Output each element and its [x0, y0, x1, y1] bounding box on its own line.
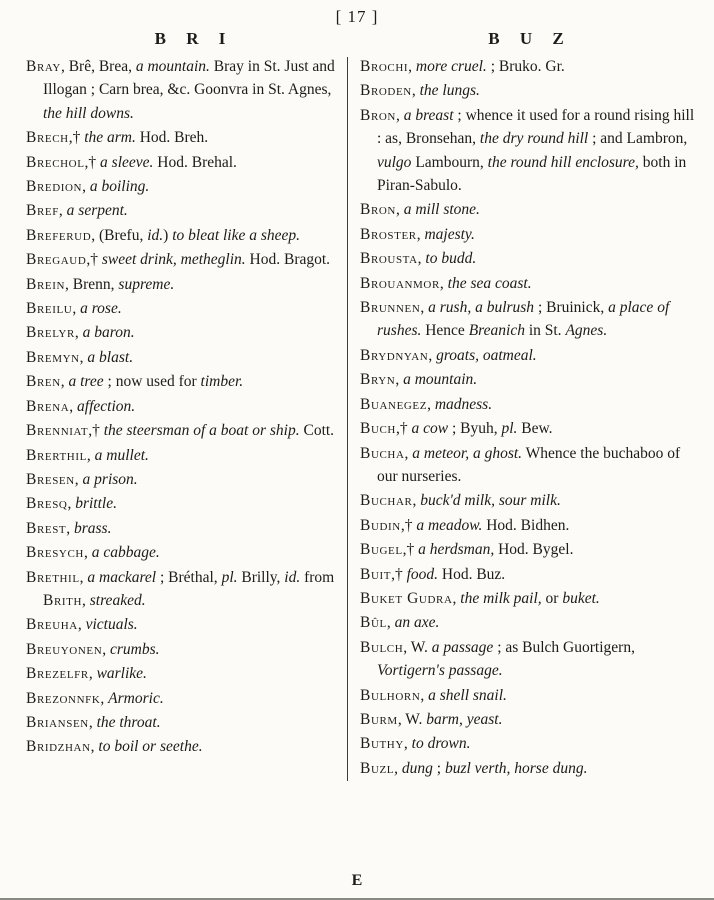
entry-text: Hod. Brehal. — [153, 153, 237, 171]
entry-text: victuals. — [85, 616, 138, 634]
dictionary-entry — [26, 126, 338, 149]
dictionary-entry — [360, 757, 698, 780]
entry-text: a passage — [431, 638, 494, 656]
entry-text: streaked. — [89, 591, 146, 609]
entry-text: affection. — [77, 397, 136, 415]
entry-text: id. — [147, 226, 164, 244]
entry-text: to boil or seethe. — [98, 738, 203, 756]
headword: Breilu — [26, 300, 73, 318]
entry-text: , — [386, 614, 395, 632]
entry-text: Bew. — [517, 420, 553, 438]
headword: Bref — [26, 202, 59, 220]
dictionary-entry — [26, 662, 338, 685]
entry-text: , — [416, 225, 425, 243]
entry-text: Agnes. — [565, 322, 608, 340]
entry-text: , — [74, 324, 83, 342]
headword: Bryn — [360, 371, 396, 389]
headword: Buanegez — [360, 395, 428, 413]
entry-text: , — [90, 738, 99, 756]
headword: Bresen — [26, 470, 75, 488]
entry-text: supreme. — [118, 275, 175, 293]
page-number: [ 17 ] — [335, 7, 379, 26]
entry-text: , — [82, 178, 90, 196]
dictionary-entry — [26, 321, 338, 344]
entry-text: buck'd milk, sour milk. — [420, 492, 561, 510]
entry-text: both in Piran-Sabulo. — [377, 153, 687, 195]
dictionary-entry — [26, 517, 338, 540]
column-header-left: B R I — [154, 29, 234, 48]
dictionary-entry — [360, 587, 698, 610]
entry-text: the milk pail, — [460, 589, 542, 607]
entry-text: ,† — [391, 565, 407, 583]
entry-text: , — [79, 348, 88, 366]
entry-text: , — [67, 495, 76, 513]
headword: Buket Gudra — [360, 589, 453, 607]
headword: Brelyr — [26, 324, 75, 342]
entry-text: to drown. — [411, 735, 471, 753]
entry-text: , — [77, 616, 86, 634]
headword: Brezonnfk — [26, 689, 101, 707]
headword: Bredion — [26, 178, 83, 196]
entry-text: , — [439, 274, 448, 292]
entry-text: a shell snail. — [428, 686, 507, 704]
entry-text: ; Byuh, — [448, 420, 502, 438]
entry-text: a sleeve. — [100, 153, 154, 171]
headword: Brethil — [26, 568, 80, 586]
entry-text: , — [58, 202, 67, 220]
entry-text: , — [72, 300, 81, 318]
headword: Brechol — [26, 153, 85, 171]
dictionary-entry — [360, 684, 698, 707]
headword: Brousta — [360, 250, 418, 268]
entry-text: the throat. — [96, 713, 161, 731]
entry-text: a tree — [68, 373, 104, 391]
headword: Brerthil — [26, 446, 87, 464]
headword: Burm — [360, 710, 398, 728]
entry-text: a mackarel — [87, 568, 157, 586]
entry-text: , — [66, 519, 74, 537]
column-header-right: B U Z — [488, 29, 572, 48]
headword: Brunnen — [360, 299, 421, 317]
entry-text: , — [452, 589, 461, 607]
headword: Brenniat — [26, 422, 89, 440]
dictionary-entry — [26, 370, 338, 393]
entry-text: , — [395, 371, 404, 389]
entry-text: , — [69, 397, 78, 415]
entry-text: horse dung. — [514, 759, 588, 777]
entry-text: , — [79, 568, 88, 586]
dictionary-entry — [360, 79, 698, 102]
dictionary-entry — [360, 538, 698, 561]
dictionary-column-right — [360, 55, 698, 781]
entry-text: sweet drink, metheglin. — [101, 251, 246, 269]
dictionary-entry — [26, 735, 338, 758]
entry-text: , — [394, 759, 402, 777]
entry-text: the arm. — [84, 129, 136, 147]
headword: Broster — [360, 225, 417, 243]
dictionary-page-body — [0, 53, 714, 781]
entry-text: Armoric. — [108, 689, 164, 707]
entry-text: , — [427, 395, 435, 413]
entry-text: a cow — [411, 420, 449, 438]
entry-text: , — [88, 665, 97, 683]
entry-text: a breast — [403, 106, 454, 124]
entry-text: ,† — [86, 251, 102, 269]
entry-text: , — [420, 299, 429, 317]
entry-text: vulgo — [377, 153, 412, 171]
entry-text: the dry round hill — [479, 130, 589, 148]
entry-text: Vortigern's passage. — [377, 662, 503, 680]
dictionary-entry — [26, 224, 338, 247]
dictionary-entry — [360, 55, 698, 78]
entry-text: , — [403, 735, 412, 753]
entry-text: pl. — [501, 420, 518, 438]
entry-text: , — [86, 446, 95, 464]
dictionary-entry — [360, 417, 698, 440]
dictionary-entry — [26, 273, 338, 296]
entry-text: from — [300, 568, 335, 586]
dictionary-entry — [26, 346, 338, 369]
headword: Brouanmor — [360, 274, 440, 292]
entry-text: Cott. — [299, 422, 335, 440]
entry-text: crumbs. — [109, 640, 160, 658]
dictionary-entry — [26, 419, 338, 442]
dictionary-entry — [360, 272, 698, 295]
entry-text: a mill stone. — [403, 201, 480, 219]
entry-text: timber. — [200, 373, 244, 391]
entry-text: dung — [401, 759, 433, 777]
entry-text: a blast. — [87, 348, 134, 366]
headword: Briansen — [26, 713, 89, 731]
entry-text: ,† — [68, 129, 85, 147]
dictionary-entry — [360, 368, 698, 391]
headword: Brydnyan — [360, 346, 429, 364]
entry-text: a herdsman, — [418, 541, 495, 559]
entry-text: buket. — [562, 589, 600, 607]
entry-text: , — [74, 470, 83, 488]
entry-text: , — [395, 106, 404, 124]
entry-text: , — [408, 58, 416, 75]
dictionary-entry — [26, 199, 338, 222]
entry-text: a meadow. — [416, 516, 483, 534]
column-divider-rule — [347, 57, 348, 781]
headword: Breferud — [26, 226, 92, 244]
entry-text: ; Bréthal, — [156, 568, 222, 586]
entry-text: id. — [284, 568, 301, 586]
headword: Buthy — [360, 735, 404, 753]
headword: Bulch — [360, 638, 404, 656]
entry-text: ; Bruko. Gr. — [486, 58, 565, 75]
dictionary-entry — [360, 393, 698, 416]
dictionary-entry — [26, 468, 338, 491]
entry-text: Breanich — [468, 322, 525, 340]
headword: Bregaud — [26, 251, 87, 269]
entry-text: , — [412, 492, 421, 510]
headword: Brith — [43, 591, 83, 609]
entry-text: barm, yeast. — [426, 710, 503, 728]
entry-text: Hod. Buz. — [438, 565, 506, 583]
entry-text: ; — [432, 759, 445, 777]
entry-text: to budd. — [425, 250, 477, 268]
entry-text: the round hill enclosure, — [487, 153, 639, 171]
entry-text: ,† — [400, 516, 417, 534]
entry-text: ) — [163, 226, 173, 244]
headword: Brech — [26, 129, 69, 147]
headword: Broden — [360, 82, 412, 100]
entry-text: Brilly, — [237, 568, 285, 586]
headword: Brochi — [360, 58, 409, 75]
entry-text: a rose. — [80, 300, 122, 318]
dictionary-entry — [360, 104, 698, 198]
entry-text: food. — [406, 565, 439, 583]
entry-text: ; and Lambron, — [588, 130, 688, 148]
headword: Budin — [360, 516, 401, 534]
dictionary-entry — [26, 566, 338, 613]
dictionary-entry — [360, 489, 698, 512]
entry-text: , W. — [403, 638, 432, 656]
entry-text: ; now used for — [103, 373, 201, 391]
entry-text: ,† — [402, 541, 419, 559]
entry-text: , — [60, 373, 69, 391]
entry-text: the hill downs. — [43, 104, 134, 122]
entry-text: ; as Bulch Guortigern, — [493, 638, 635, 656]
entry-text: ; Bruinick, — [534, 299, 609, 317]
dictionary-column-left — [26, 55, 338, 781]
headword: Bridzhan — [26, 738, 91, 756]
headword: Bûl — [360, 614, 387, 632]
dictionary-entry — [360, 344, 698, 367]
entry-text: or — [541, 589, 563, 607]
entry-text: to bleat like a sheep. — [172, 226, 301, 244]
headword: Brena — [26, 397, 70, 415]
running-heads — [0, 27, 714, 53]
entry-text: madness. — [434, 395, 493, 413]
entry-text: Bray in St. Just and Illogan ; Carn brea, &c. Goonvra in St. Agnes, — [43, 58, 335, 99]
entry-text: brass. — [73, 519, 112, 537]
dictionary-entry — [360, 732, 698, 755]
dictionary-entry — [360, 198, 698, 221]
entry-text: a boiling. — [89, 178, 150, 196]
entry-text: , W. — [397, 710, 427, 728]
entry-text: more cruel. — [415, 58, 487, 75]
headword: Brezelfr — [26, 665, 89, 683]
dictionary-entry — [26, 687, 338, 710]
dictionary-entry — [360, 708, 698, 731]
entry-text: a serpent. — [66, 202, 128, 220]
entry-text: , — [88, 713, 97, 731]
entry-text: an axe. — [394, 614, 440, 632]
entry-text: , — [411, 82, 420, 100]
entry-text: the steersman of a boat or ship. — [103, 422, 300, 440]
dictionary-entry — [26, 55, 338, 125]
entry-text: brittle. — [75, 495, 117, 513]
headword: Bremyn — [26, 348, 80, 366]
entry-text: , — [83, 544, 92, 562]
entry-text: the lungs. — [419, 82, 480, 100]
entry-text: Hod. Bidhen. — [482, 516, 570, 534]
entry-text: Lambourn, — [411, 153, 488, 171]
entry-text: ,† — [395, 420, 412, 438]
headword: Buch — [360, 420, 396, 438]
entry-text: pl. — [221, 568, 238, 586]
headword: Bulhorn — [360, 686, 421, 704]
entry-text: , — [102, 640, 110, 658]
entry-text: in St. — [524, 322, 566, 340]
entry-text: ; whence it used for a round rising hill : as, Bronsehan, — [377, 106, 695, 148]
dictionary-entry — [26, 638, 338, 661]
entry-text: majesty. — [424, 225, 475, 243]
entry-text: , — [100, 689, 109, 707]
entry-text: , — [417, 250, 426, 268]
entry-text: , — [82, 591, 90, 609]
dictionary-entry — [360, 442, 698, 489]
entry-text: , — [404, 444, 413, 462]
entry-text: Whence the buchaboo of our nurseries. — [377, 444, 681, 485]
entry-text: , — [428, 346, 437, 364]
entry-text: Hod. Bragot. — [245, 251, 331, 269]
headword: Buit — [360, 565, 392, 583]
entry-text: a rush, a bulrush — [428, 299, 535, 317]
dictionary-entry — [360, 514, 698, 537]
dictionary-entry — [360, 563, 698, 586]
dictionary-entry — [26, 711, 338, 734]
entry-text: a prison. — [82, 470, 138, 488]
dictionary-entry — [360, 223, 698, 246]
headword: Bresych — [26, 544, 84, 562]
entry-text: Hod. Breh. — [135, 129, 209, 147]
entry-text: ,† — [84, 153, 101, 171]
dictionary-entry — [26, 151, 338, 174]
dictionary-entry — [26, 492, 338, 515]
dictionary-entry — [360, 296, 698, 343]
entry-text: , Brê, Brea, — [60, 58, 136, 75]
entry-text: buzl verth, — [444, 759, 511, 777]
headword: Buchar — [360, 492, 413, 510]
entry-text: Hence — [421, 322, 469, 340]
dictionary-entry — [26, 444, 338, 467]
dictionary-entry — [26, 395, 338, 418]
signature-mark: E — [351, 872, 363, 889]
entry-text: the sea coast. — [447, 274, 532, 292]
dictionary-entry — [26, 613, 338, 636]
dictionary-entry — [360, 611, 698, 634]
entry-text: ,† — [88, 422, 104, 440]
entry-text: , (Brefu, — [91, 226, 148, 244]
headword: Brest — [26, 519, 67, 537]
headword: Bresq — [26, 495, 68, 513]
entry-text: , — [420, 686, 429, 704]
entry-text: Hod. Bygel. — [494, 541, 574, 559]
headword: Bucha — [360, 444, 405, 462]
entry-text: groats, oatmeal. — [436, 346, 537, 364]
dictionary-entry — [360, 636, 698, 683]
dictionary-entry — [26, 297, 338, 320]
entry-text: warlike. — [96, 665, 147, 683]
headword: Breuha — [26, 616, 78, 634]
entry-text: a cabbage. — [91, 544, 160, 562]
headword: Brein — [26, 275, 66, 293]
entry-text: , — [395, 201, 404, 219]
headword: Bugel — [360, 541, 403, 559]
entry-text: a mountain. — [403, 371, 478, 389]
entry-text: a mountain. — [135, 58, 210, 75]
entry-text: a baron. — [82, 324, 135, 342]
headword: Bron — [360, 106, 396, 124]
entry-text: a place of rushes. — [377, 299, 670, 340]
dictionary-entry — [26, 175, 338, 198]
headword: Bren — [26, 373, 61, 391]
dictionary-entry — [360, 247, 698, 270]
headword: Bron — [360, 201, 396, 219]
headword: Buzl — [360, 759, 395, 777]
dictionary-entry — [26, 248, 338, 271]
entry-text: , Brenn, — [65, 275, 119, 293]
headword: Bray — [26, 58, 61, 75]
dictionary-entry — [26, 541, 338, 564]
entry-text: a meteor, a ghost. — [412, 444, 523, 462]
entry-text: a mullet. — [94, 446, 149, 464]
headword: Breuyonen — [26, 640, 103, 658]
